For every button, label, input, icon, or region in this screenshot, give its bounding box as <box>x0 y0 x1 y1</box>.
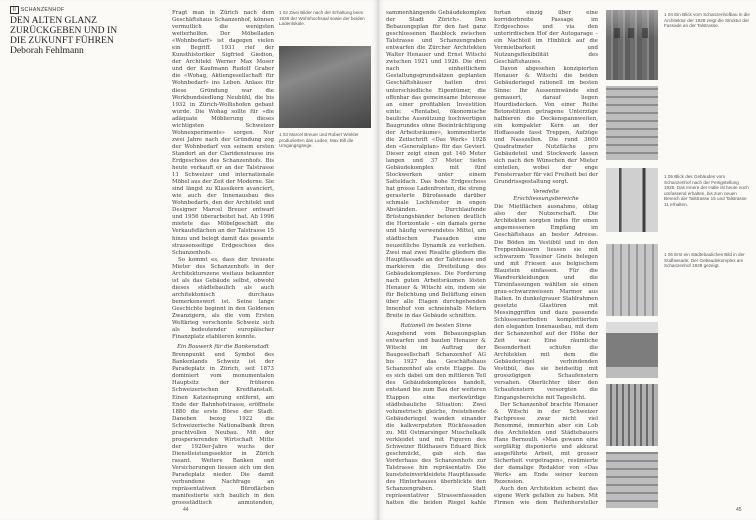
paragraph: fortan einzig über eine korridorbreite Passage im Erdgeschoss und via den unterirdischen Hof der Autogarage – ein Nachteil im Hinblick auf die Vermietbarkeit und Nutzungsflexibilität des Geschäftshauses. <box>494 10 598 66</box>
paragraph: Der Schanzenhof brachte Henauer & Witschi in der Schweizer Fachpresse zwar nicht viel Renommé, immerhin aber ein Lob des Architekten und Städtebauers Hans Bernoulli. «Man gewann eine sorgfältig disponierte und akkurat ausgeführte Arbeit, mit grosser Sicherheit vorgetragen», resümierte der damalige Redaktor von «Das Werk» am Ende seiner kurzen Rezension. <box>494 401 598 486</box>
paragraph: Die Mietflächen ausnahme, oblag also der Nutzerschaft. Die Architekten sorgten indes für einen angemessenen Empfang im Geschäftshaus an bester Adresse. Die Böden im Vestibül und in den Treppenhäusern liessen sie mit schwarzem Tessiner Gneis belegen und mit Friesen aus belgischem Blaustein einfassen. Für die Wandverkleidungen und die Türeinfassungen wählten sie einen grau-schwarzweissen Marmor aus Italien. In dunkelgrauer Stahlrahmen gesetzte Glastüren mit Messinggriffen und dazu passende Schlosseraerbeiten komplettierten den eleganten Innenausbau, mit dem der Schanzenhof auf der Höhe der Zeit war. Eine räumliche Besonderheit schufen die Architekten mit dem die Gebäuderiegel verbindenden Vestibül, das sie beidseitig mit grosszügigen Schaufenstern versahen. Oberlichter über den Schaufenstern versorgten die Eingangsbereiche mit Tageslicht. <box>494 204 598 401</box>
title-line-2: ZURÜCKGEBEN UND IN <box>10 25 118 36</box>
paragraph: So kommt es, dass der treueste Mieter des Schanzenhofs in der Architekturszene weitaus bekannter ist als das Gebäude selbst, obwohl dieses städtebaulich als auch architektonisch durchaus bemerkenswert ist. Seine lange Geschichte beginnt in den Goldenen Zwanzigern, als die vom Ersten Weltkrieg verschonte Schweiz sich als bedeutender europäischer Finanzplatz etablieren konnte. <box>172 256 274 341</box>
interior-photo-1 <box>606 168 658 232</box>
caption-5: 1 06 Erst ein städtebauliches Bild in der Südfassade, Der Gebäudekomplex am Schanzenhof 1928 gezeigt. <box>664 252 745 269</box>
text-column-2 <box>386 10 486 506</box>
section-label: SCHANZENHOF <box>20 7 65 13</box>
paragraph: Ausgehend vom Bebauungsplan entwarfen und bauten Henauer & Witschi im Auftrag der Baugesellschaft Schanzenhof AG bis 1927 das Geschäftshaus Schanzenhof als erste Etappe. Da es sich dabei um den mittleren Teil des Gebäudekomplexes handelt, entstand bis zum Bau der weiteren Etappen eine merkwürdige städtebauliche Situation: Zwei volumetrisch gleiche, freistehende Gebäuderiegel wanden einander die kalkverputzten Rückfassaden zu. Mit Ostmarsinger Muschelkalk verkleidet und mit Figuren des Schweizer Bildhauers Eduard Bick geschmückt, gab sich das Vorderhaus des Schanzenhofs zur Talstrasse hin repräsentativ. Die kunststeinverkleidete Hauptfassade des Hinterhauses überblickte den Schanzengraben. Statt repräsentativer Strassenfassaden hatten die beiden Riegel kahle <box>386 331 486 506</box>
paragraph: Fragt man in Zürich nach dem Geschäftshaus Schanzenhof, können vermutlich die wenigsten weiterhelfen. Der Möbelladen «Wohnbedarf» ist dagegen vielen ein Begriff. 1931 rief der Kunsthistoriker Sigfried Giedion, der Architekt Werner Max Moser und der Kaufmann Rudolf Graber die «Wohag, Aktiengesellschaft für Wohnbedarf» ins Leben. Anlass für diese Gründung war die Werkbundsiedlung Neubühl, die bis 1932 in Zürich-Wollishofen gebaut wurde. Die Wohag sollte für «die adäquate Möblierung dieses wichtigsten Schweizer Wohnexperiments» sorgen. Nur zwei Jahre nach der Gründung zog der Wohnbedarf von seinem ersten Standort an der Claridenstrasse ins Erdgeschoss des Schanzenhofs. Bis heute verkauft er an der Talstrasse 11 Schweizer und internationale Möbel aus der Zeit der Moderne. Sie sind längst zu Klassikern avanciert, wie auch der Innenausbau des Wohnbedarfs, den der Architekt und Designer Marcel Breuer entwarf und 1956 überarbeitet hat. Ab 1996 mietete das Möbelgeschäft die Verkaufsflächen an der Talstrasse 15 hinzu und belegt damit das gesamte strassenseitige Erdgeschoss des Schanzenhofs. <box>172 10 274 256</box>
paragraph: Brennpunkt und Symbol des Bankenlands Schweiz ist der Paradeplatz in Zürich, seit 1873 dominiert vom monumentalen Hauptsitz der früheren Schweizerischen Kreditanstalt. Einen Katzensprung entfernt, am Ende der Bahnhofstrasse, eröffnete 1880 die erste Börse der Stadt. Daneben bezog 1922 die Schweizerische Nationalbank ihren prachtvollen Neubau. Mit der prosperierenden Wirtschaft Mitte der 1920er-Jahre wuchs der Dienstleistungssektor in Zürich rasant. Weitere Banken und Versicherungen liessen sich um den Paradeplatz nieder. Die damit verbundene Nachfrage an repräsentativen Büroflächen manifestierte sich baulich in den grossstädtisch anmutenden, <box>172 352 274 506</box>
facade-photo-1 <box>606 244 658 316</box>
facade-photo-3 <box>606 452 658 508</box>
building-photo-3 <box>606 86 658 160</box>
text-column-3 <box>494 10 598 506</box>
section-number: II <box>10 6 19 14</box>
caption-4: 1 05 Blick des Gebäudes vom Schanzenhof nach der Fertigstellung 1928. Das Innere der Halle ist heute noch umfassend erhalten, bis zum neuen Bereich der Talstrasse 15 und Talstrasse 11 erhalten. <box>664 174 749 207</box>
caption-1: 1 02 Zwei Bilder nach der Erhaltung beim 1928 der Wohnhochsaal sowie der beiden Ladenlokale. <box>279 10 365 27</box>
author-name: Deborah Fehlmann <box>10 45 84 56</box>
paragraph: Davon abgesehen konzipierten Henauer & Witschi die beiden Gebäuderiegel rationell im besten Sinne: Ihr Ausseninwände sind gemauert, darauf liegen Hourdisdecken. Von einer Reihe Betonstützen getragene Unterzüge halbieren die Deckenspannweiten, ein kompakter Kern an der Hoffassade fasst Treppen, Aufzüge und Nasszellen. Die rund 3600 Quadratmeter Nutzfläche pro Gebäudeteil und Stockwerk lassen sich nach den Wünschen der Mieter einteilen, wobei der enge Fensterraster für viel Freiheit bei der Grundrissgestaltung sorgt. <box>494 66 598 186</box>
facade-photo-2 <box>606 384 658 446</box>
caption-3: 1 04 Ein Blick vom Schanzenhofbau in die Architektur der 1928 zeigt die Struktur der Fassade an der Talstrasse. <box>664 12 750 29</box>
building-photo-2 <box>606 10 658 80</box>
right-page <box>378 0 756 520</box>
text-column-1 <box>172 10 274 506</box>
paragraph: sammenhängende Gebäudekomplex der Stadt Zürich». Den Bebauungsplan für den fast ganz geschlossenen Baublock zwischen Talstrasse und Schanzengraben entwarfen die Zürcher Architekten Walter Henauer und Ernst Witschi zwischen 1921 und 1926. Die drei nach einheitlichem Gestaltungsgrundsätzen geplanten Geschäftshäuser hatten drei unterschiedliche Eigentümer, die offenbar das gemeinsame Interesse an einer profitablen Investition einte: «Rentabel, ökonomische bauliche Ausnützung hochwertigen Baugrundes ohne Beeinträchtigung der Arbeitsräume», kommentierte die Zeitschrift «Das Werk» 1928 den «Generalplan» für das Gevierl. Dieser zeigt einen gut 140 Meter langen und 37 Meter tiefen Gebäudekomplex mit fünf Stockwerken unter einem Satteldach. Das hohe Erdgeschoss hat grosse Ladenfronten, die streng gerasterte Bürofassade darüber schmale Lochfenster in engen Abständen. Durchlaufende Brüstungsbänder betonen deutlich die Horizontale – ein damals gerne und häufig verwendetes Mittel, um städtischen Fassaden eine neuzeitliche Dynamik zu verleihen. Zwei mal zwei Risalite gliedern die Hauptfassade an der Talstrasse und markieren die Dreiteilung des Gebäudekomplexes. Die Forderung nach guten Arbeitsräumen lösten Henauer & Witschi ein, indem sie für Belichtung und Belüftung einen über alle Etagen durchgehenden Innenhof von schneinhalb Metern Breite in das Gebäude schnitten. <box>386 10 486 320</box>
title-line-1: DEN ALTEN GLANZ <box>10 15 98 26</box>
subheading: Ein Bauwerk für die Bankenstadt <box>177 344 269 351</box>
page-number-left: 44 <box>183 507 189 513</box>
page-number-right: 45 <box>736 507 742 513</box>
subheading-line-2: Erschliessungsbereiche <box>513 196 579 203</box>
subheading-line-1: Veredelte <box>532 189 560 196</box>
title-line-3: DIE ZUKUNFT FÜHREN <box>10 35 114 46</box>
running-head <box>10 6 65 14</box>
paragraph: Auch den Architekten scheint das eigene Werk gefallen zu haben. Mit Firmen wie dem Reifenhersteller <box>494 486 598 506</box>
subheading: Rationell im besten Sinne <box>400 323 472 330</box>
article-title <box>10 16 160 56</box>
interior-photo-2 <box>606 322 658 378</box>
building-photo-1 <box>279 46 371 128</box>
caption-2: 1 03 Marcel Breuer und Robert Winkler produzierten das Laden, Max Bill die Umgangsgänge. <box>279 132 359 149</box>
subheading <box>494 189 598 203</box>
